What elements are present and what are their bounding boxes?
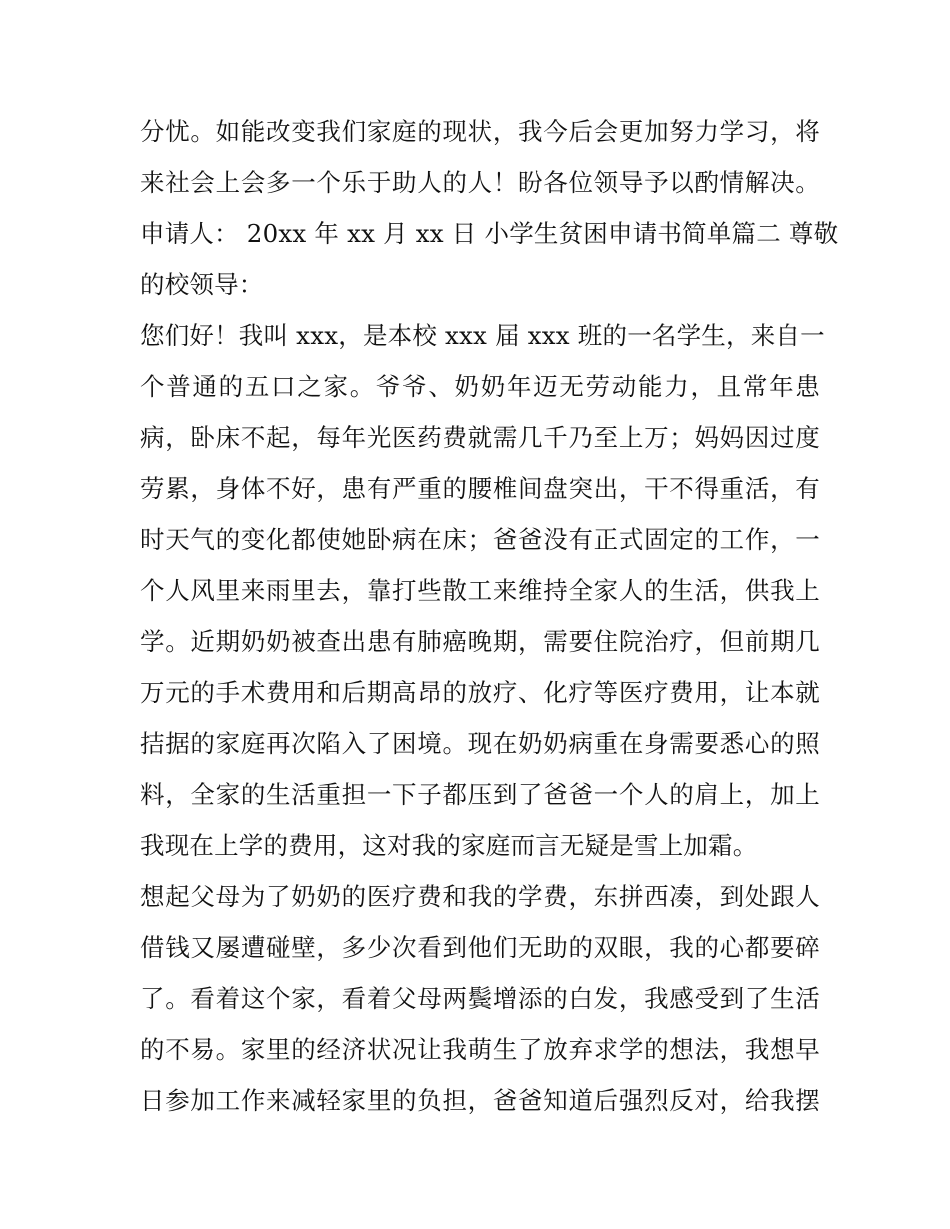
text-line: 日参加工作来减轻家里的负担，爸爸知道后强烈反对，给我摆	[140, 1086, 820, 1115]
text-line: 来社会上会多一个乐于助人的人！盼各位领导予以酌情解决。	[140, 168, 820, 197]
text-line: 申请人： 20xx 年 xx 月 xx 日 小学生贫困申请书简单篇二 尊敬	[140, 219, 839, 248]
text-line: 您们好！我叫 xxx，是本校 xxx 届 xxx 班的一名学生，来自一	[140, 321, 825, 350]
text-line: 学。近期奶奶被查出患有肺癌晚期，需要住院治疗，但前期几	[140, 627, 820, 656]
text-line: 料，全家的生活重担一下子都压到了爸爸一个人的肩上，加上	[140, 780, 820, 809]
text-line: 万元的手术费用和后期高昂的放疗、化疗等医疗费用，让本就	[140, 678, 820, 707]
text-line: 了。看着这个家，看着父母两鬓增添的白发，我感受到了生活	[140, 984, 820, 1013]
text-line: 我现在上学的费用，这对我的家庭而言无疑是雪上加霜。	[140, 831, 758, 860]
body-text	[140, 106, 839, 1126]
text-line: 时天气的变化都使她卧病在床；爸爸没有正式固定的工作，一	[140, 525, 820, 554]
text-line: 劳累，身体不好，患有严重的腰椎间盘突出，干不得重活，有	[140, 474, 820, 503]
text-line: 借钱又屡遭碰壁，多少次看到他们无助的双眼，我的心都要碎	[140, 933, 820, 962]
text-line: 病，卧床不起，每年光医药费就需几千乃至上万；妈妈因过度	[140, 423, 820, 452]
text-line: 分忧。如能改变我们家庭的现状，我今后会更加努力学习，将	[140, 117, 820, 146]
text-line: 拮据的家庭再次陷入了困境。现在奶奶病重在身需要悉心的照	[140, 729, 820, 758]
text-line: 的校领导：	[140, 270, 264, 299]
text-line: 的不易。家里的经济状况让我萌生了放弃求学的想法，我想早	[140, 1035, 820, 1064]
text-line: 想起父母为了奶奶的医疗费和我的学费，东拼西凑，到处跟人	[140, 882, 820, 911]
text-line: 个普通的五口之家。爷爷、奶奶年迈无劳动能力，且常年患	[140, 372, 820, 401]
text-line: 个人风里来雨里去，靠打些散工来维持全家人的生活，供我上	[140, 576, 820, 605]
